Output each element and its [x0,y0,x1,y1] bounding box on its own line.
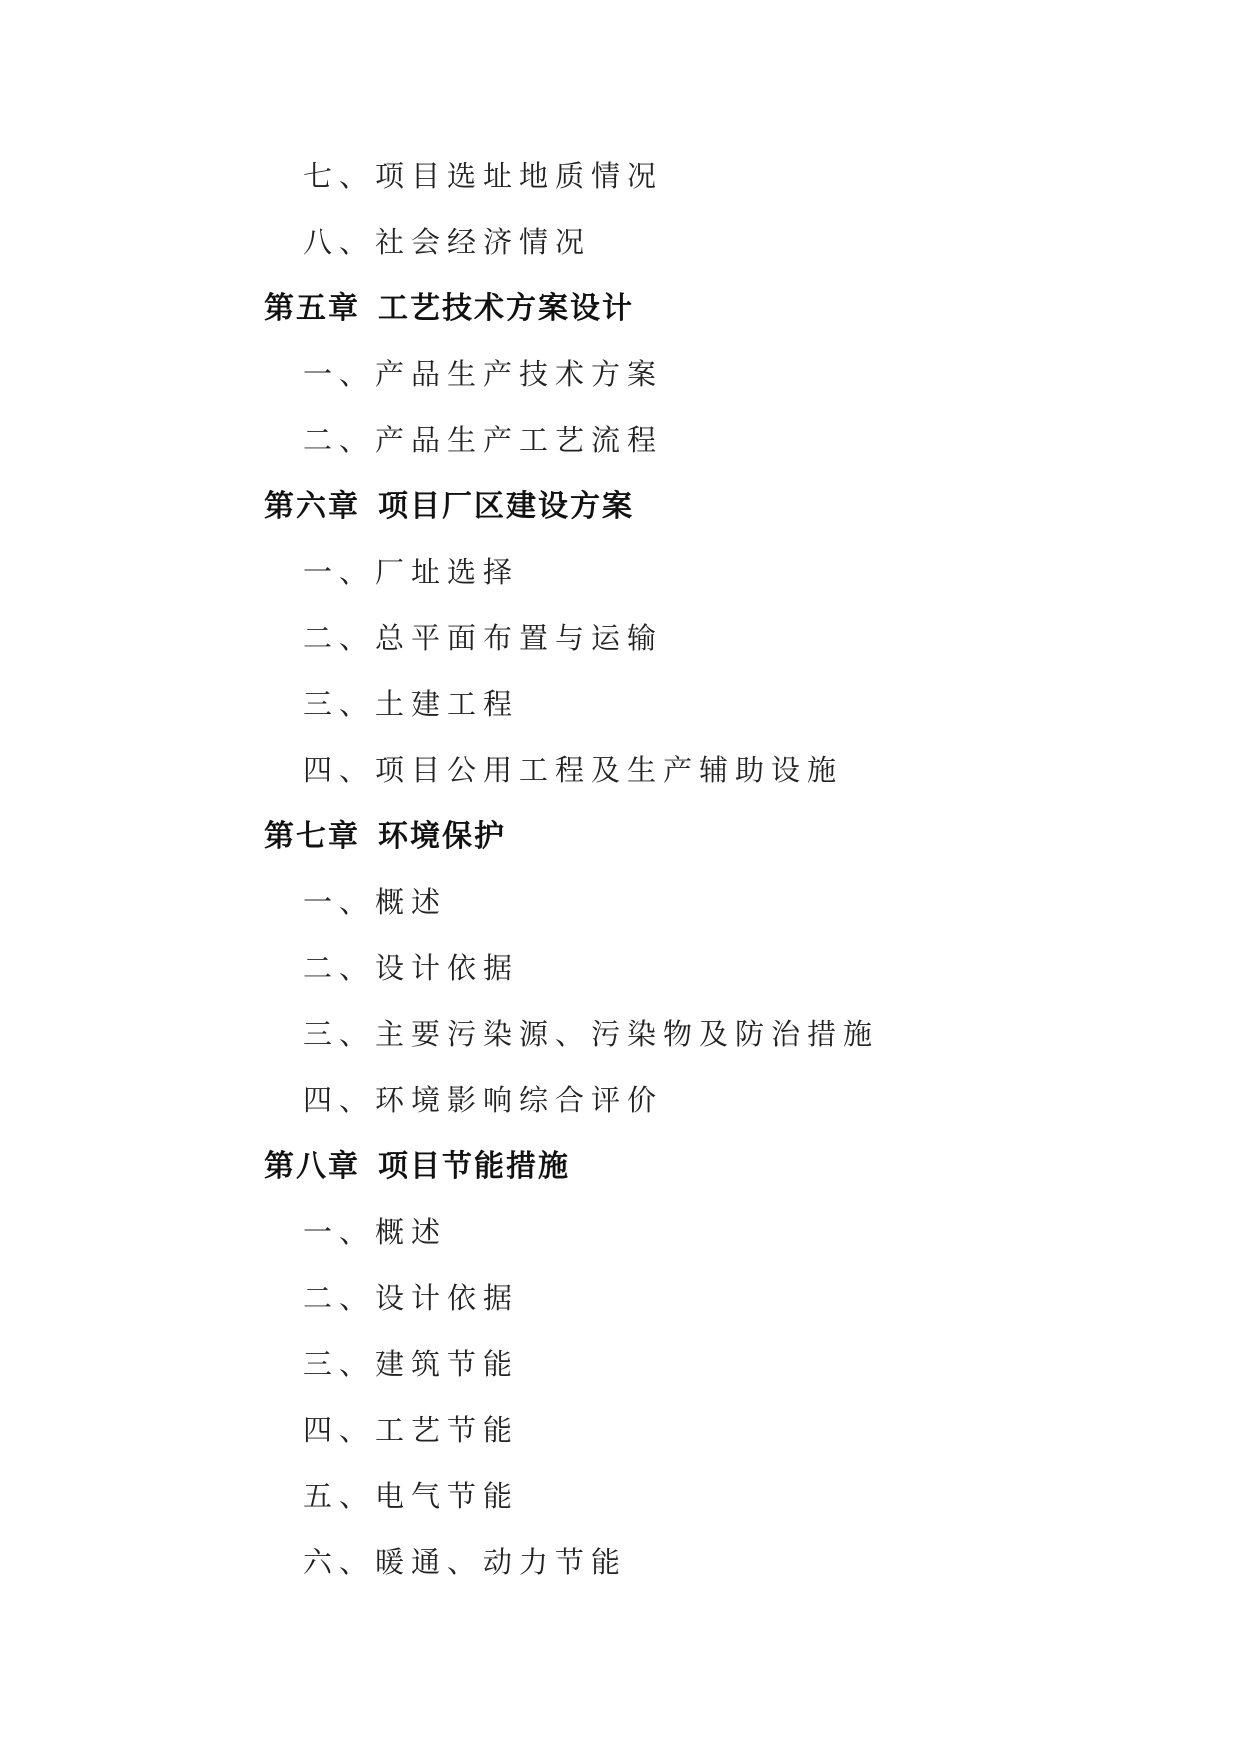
toc-chapter [264,819,506,854]
toc-section: 四、项目公用工程及生产辅助设施 [303,753,844,787]
toc-section: 八、社会经济情况 [303,225,592,259]
chapter-title: 工艺技术方案设计 [378,291,634,326]
toc-section: 一、产品生产技术方案 [303,357,664,391]
toc-section: 三、建筑节能 [303,1347,520,1381]
chapter-number: 第六章 [264,489,360,524]
toc-section: 一、概述 [303,885,448,919]
toc-section: 二、设计依据 [303,951,520,985]
toc-section: 三、主要污染源、污染物及防治措施 [303,1017,880,1051]
toc-section: 一、概述 [303,1215,448,1249]
chapter-title: 环境保护 [378,819,506,854]
chapter-number: 第八章 [264,1149,360,1184]
toc-section: 二、产品生产工艺流程 [303,423,664,457]
toc-section: 三、土建工程 [303,687,520,721]
toc-chapter [264,291,634,326]
toc-section: 二、总平面布置与运输 [303,621,664,655]
toc-section: 五、电气节能 [303,1479,520,1513]
toc-section: 四、工艺节能 [303,1413,520,1447]
toc-section: 二、设计依据 [303,1281,520,1315]
toc-section: 一、厂址选择 [303,555,520,589]
toc-chapter [264,489,634,524]
toc-section: 七、项目选址地质情况 [303,159,664,193]
chapter-title: 项目节能措施 [378,1149,570,1184]
toc-section: 四、环境影响综合评价 [303,1083,664,1117]
chapter-title: 项目厂区建设方案 [378,489,634,524]
chapter-number: 第七章 [264,819,360,854]
toc-section: 六、暖通、动力节能 [303,1545,628,1579]
toc-chapter [264,1149,570,1184]
chapter-number: 第五章 [264,291,360,326]
